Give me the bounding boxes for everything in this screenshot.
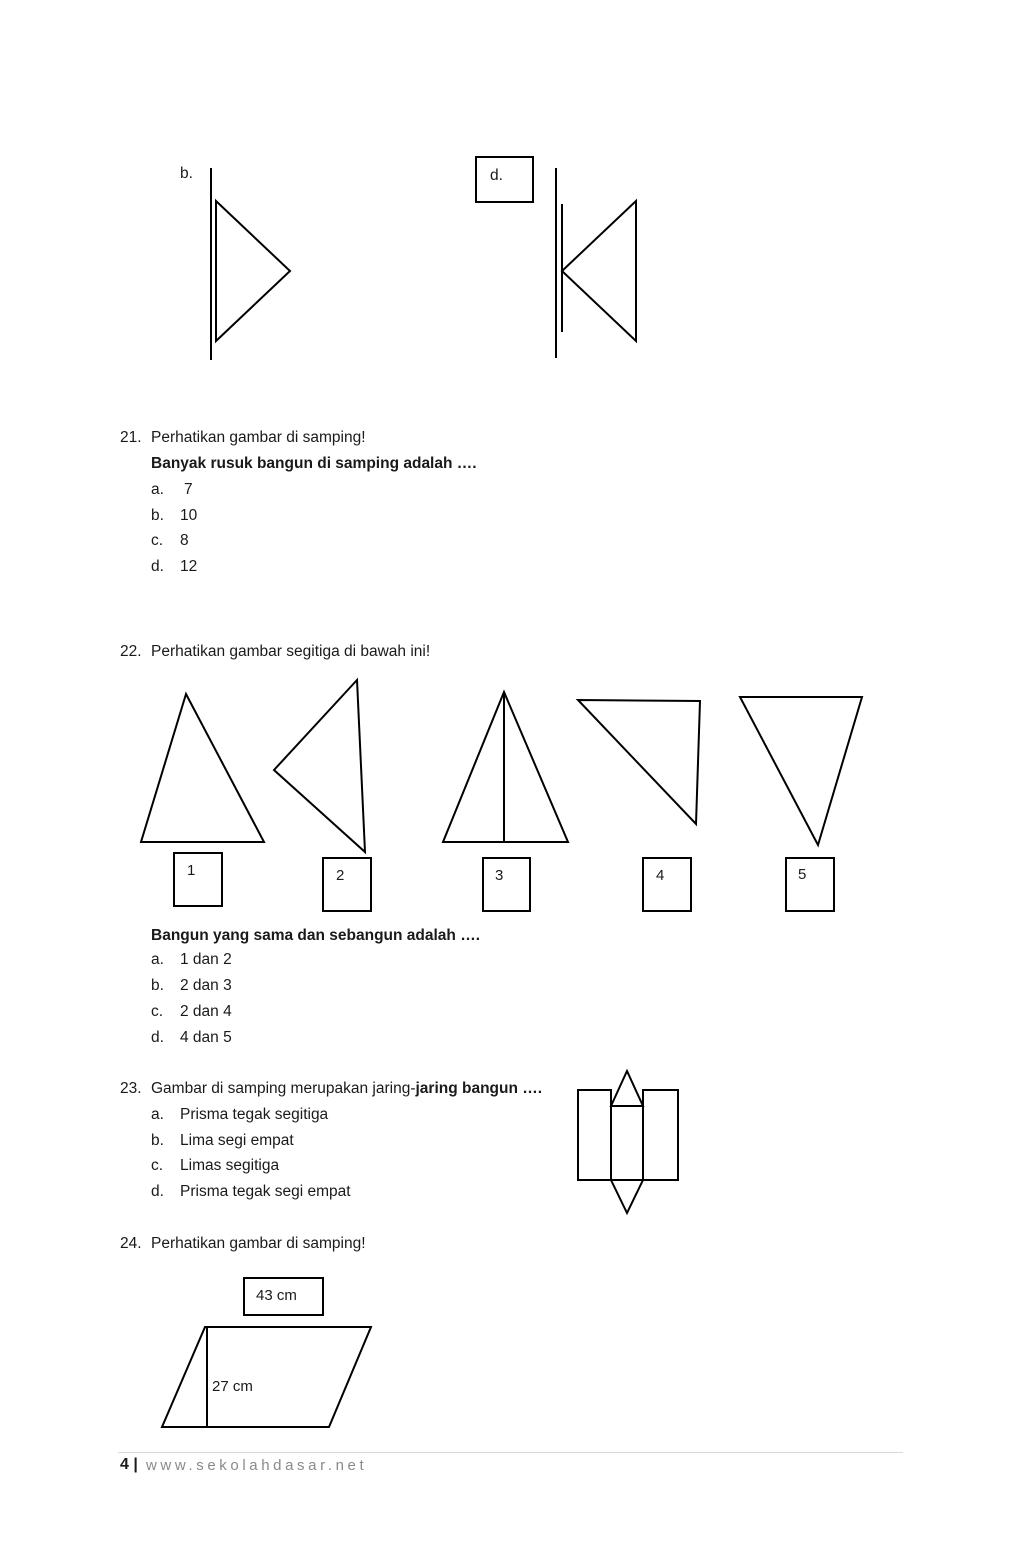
figure-b-triangle: [216, 201, 290, 341]
page-number: 4: [120, 1456, 129, 1473]
question-prompt: Perhatikan gambar segitiga di bawah ini!: [151, 643, 431, 660]
option-letter: c.: [151, 532, 164, 549]
option-text: Prisma tegak segi empat: [180, 1183, 351, 1200]
prism-net: [578, 1071, 678, 1213]
option-text: 12: [180, 558, 198, 575]
question-number: 22.: [120, 643, 142, 660]
triangle-3-label: 3: [495, 867, 504, 884]
option-letter: d.: [151, 1029, 164, 1046]
option-text: 2 dan 4: [180, 1003, 232, 1020]
question-prompt-bold: jaring bangun ….: [415, 1080, 543, 1097]
triangle-3: [443, 692, 568, 842]
option-letter: b.: [151, 977, 164, 994]
option-text: 1 dan 2: [180, 951, 232, 968]
figure-b-reflection: [211, 168, 290, 360]
triangle-4: [578, 700, 700, 824]
option-letter: c.: [151, 1157, 164, 1174]
triangle-2: [274, 680, 365, 852]
option-letter: a.: [151, 1106, 164, 1123]
question-number: 21.: [120, 429, 142, 446]
net-left-face: [578, 1090, 611, 1180]
question-text: Bangun yang sama dan sebangun adalah ….: [151, 927, 481, 944]
triangle-2-label: 2: [336, 867, 345, 884]
footer-site-link[interactable]: www.sekolahdasar.net: [146, 1457, 368, 1474]
base-label: 43 cm: [256, 1287, 297, 1304]
triangle-1: [141, 694, 264, 842]
triangle-1-label: 1: [187, 862, 196, 879]
option-text: 8: [180, 532, 189, 549]
footer-divider: [118, 1452, 903, 1453]
option-text: Lima segi empat: [180, 1132, 294, 1149]
net-middle-face: [611, 1106, 643, 1180]
triangle-3-label-box: [483, 858, 530, 911]
net-bottom-triangle: [611, 1180, 643, 1213]
option-text: 7: [184, 481, 193, 498]
figure-d-triangle: [562, 201, 636, 341]
height-label: 27 cm: [212, 1378, 253, 1395]
option-letter: a.: [151, 481, 164, 498]
triangle-4-label: 4: [656, 867, 665, 884]
option-letter: c.: [151, 1003, 164, 1020]
option-text: 4 dan 5: [180, 1029, 232, 1046]
option-text: Prisma tegak segitiga: [180, 1106, 329, 1123]
triangle-5: [740, 697, 862, 845]
parallelogram: [162, 1327, 371, 1427]
option-letter: a.: [151, 951, 164, 968]
triangle-5-label: 5: [798, 866, 807, 883]
triangle-5-label-box: [786, 858, 834, 911]
option-letter: b.: [151, 1132, 164, 1149]
figure-b-label: b.: [180, 165, 193, 182]
option-text: 2 dan 3: [180, 977, 232, 994]
question-prompt: Perhatikan gambar di samping!: [151, 1235, 366, 1252]
option-letter: d.: [151, 558, 164, 575]
footer-separator: |: [133, 1456, 138, 1473]
question-text: Banyak rusuk bangun di samping adalah ….: [151, 455, 477, 472]
option-letter: d.: [151, 1183, 164, 1200]
figure-d-label-box: [476, 157, 533, 202]
net-top-triangle: [611, 1071, 643, 1106]
question-prompt: Perhatikan gambar di samping!: [151, 429, 366, 446]
option-text: Limas segitiga: [180, 1157, 280, 1174]
question-prompt-prefix: Gambar di samping merupakan jaring-: [151, 1080, 416, 1097]
footer-page-number: [120, 1456, 138, 1474]
figure-d-reflection: [476, 157, 636, 358]
question-number: 24.: [120, 1235, 142, 1252]
question-number: 23.: [120, 1080, 142, 1097]
question-prompt: [151, 1079, 542, 1099]
triangle-1-label-box: [174, 853, 222, 906]
net-right-face: [643, 1090, 678, 1180]
option-letter: b.: [151, 507, 164, 524]
figure-d-label: d.: [490, 167, 503, 184]
option-text: 10: [180, 507, 198, 524]
triangle-4-label-box: [643, 858, 691, 911]
triangle-2-label-box: [323, 858, 371, 911]
